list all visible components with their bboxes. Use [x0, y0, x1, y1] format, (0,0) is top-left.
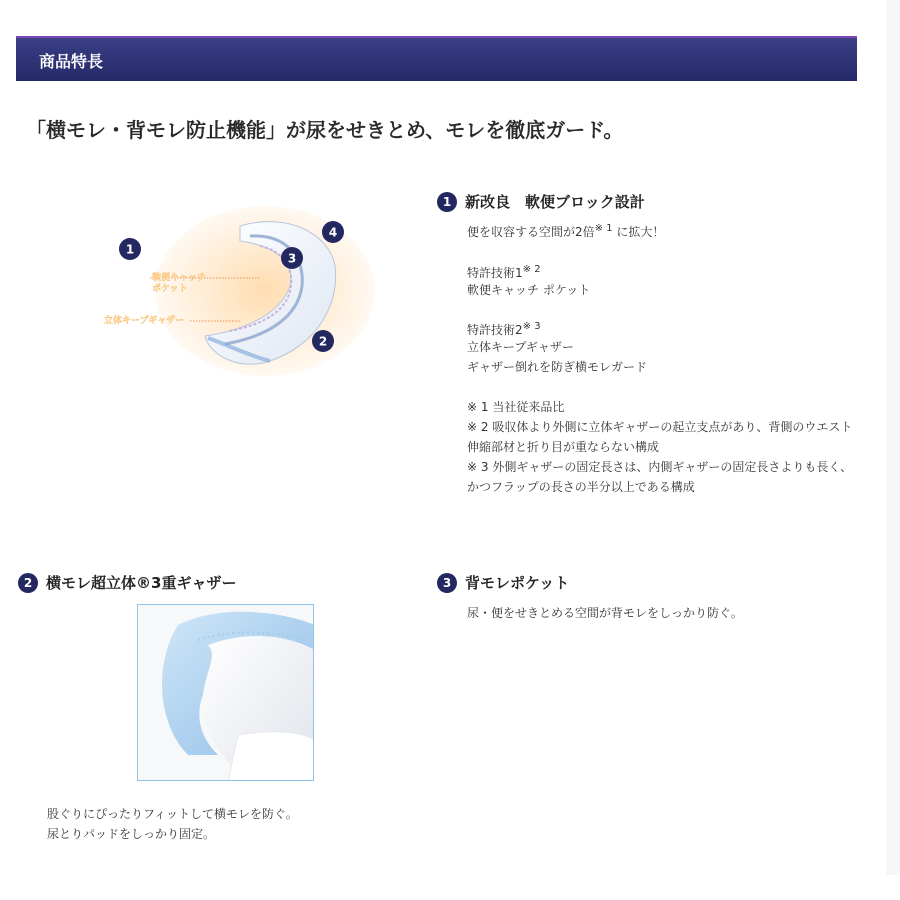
svg-text:1: 1: [125, 242, 135, 257]
feature-3-desc: 尿・便をせきとめる空間が背モレをしっかり防ぐ。: [467, 606, 743, 620]
diaper-illustration: [90, 196, 380, 381]
section-title: 商品特長: [39, 52, 104, 71]
patent-2-label: 特許技術2: [467, 323, 523, 337]
feature-3-title: 背モレポケット: [465, 574, 570, 592]
patent-1-note-ref: ※ 2: [522, 264, 541, 275]
patent-1-label: 特許技術1: [467, 266, 523, 280]
gather-closeup-image: [138, 605, 314, 781]
feature-3-title-row: [437, 572, 569, 593]
pocket-label-line2: ポケット: [152, 284, 188, 294]
footnotes: [467, 397, 862, 497]
feature-2-title-row: [18, 572, 236, 593]
feature-1-title: 新改良 軟便ブロック設計: [465, 193, 645, 211]
footnote-1: ※ 1 当社従来品比: [467, 400, 565, 414]
footnote-3: ※ 3 外側ギャザーの固定長さは、内側ギャザーの固定長さよりも長く、かつフラップの長さの半分以上である構成: [467, 460, 853, 494]
patent-2-desc: ギャザー倒れを防ぎ横モレガード: [467, 360, 648, 374]
svg-text:2: 2: [318, 334, 328, 349]
marker-1: [119, 238, 141, 260]
section-header-bar: [16, 36, 857, 81]
capacity-text: 便を収容する空間が2倍: [467, 225, 595, 239]
feature-2-number-badge: 2: [18, 573, 38, 593]
feature-2-desc-line2: 尿とりパッドをしっかり固定。: [47, 827, 216, 841]
feature-2-desc-line1: 股ぐりにぴったりフィットして横モレを防ぐ。: [47, 807, 298, 821]
feature-3-number-badge: 3: [437, 573, 457, 593]
feature-1-capacity-line: [467, 219, 664, 242]
marker-3: [281, 247, 303, 269]
svg-text:3: 3: [287, 251, 297, 266]
feature-1-number-badge: 1: [437, 192, 457, 212]
gather-photo-frame: [137, 604, 314, 781]
patent-2-note-ref: ※ 3: [522, 321, 541, 332]
marker-2: [312, 330, 334, 352]
gather-label: 立体キープギャザー: [104, 316, 185, 326]
marker-4: [322, 221, 344, 243]
pocket-label-line1: 軟便キャッチ: [152, 273, 207, 283]
capacity-note-ref: ※ 1: [594, 223, 613, 234]
patent-1-name: 軟便キャッチ ポケット: [467, 283, 591, 297]
feature-2-title: 横モレ超立体®3重ギャザー: [46, 574, 237, 592]
capacity-tail: に拡大！: [612, 225, 665, 239]
patent-2-name: 立体キープギャザー: [467, 340, 574, 354]
svg-text:4: 4: [328, 225, 338, 240]
feature-1-title-row: [437, 191, 645, 212]
side-scroll-rail: [886, 0, 900, 875]
page-headline: 「横モレ・背モレ防止機能」が尿をせきとめ、モレを徹底ガード。: [26, 118, 624, 142]
footnote-2: ※ 2 吸収体より外側に立体ギャザーの起立支点があり、背側のウエスト伸縮部材と折り目が重ならない構成: [467, 420, 853, 454]
